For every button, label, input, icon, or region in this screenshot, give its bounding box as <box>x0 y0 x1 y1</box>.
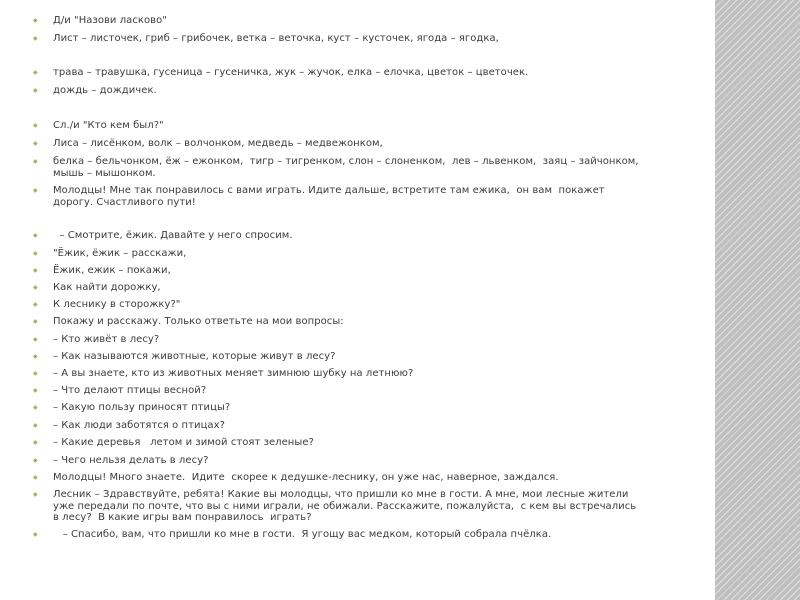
bullet-item <box>33 316 693 328</box>
bullet-item <box>33 529 693 541</box>
bullet-text: Молодцы! Много знаете. Идите скорее к дедушке-леснику, он уже нас, наверное, заждался. <box>53 472 559 483</box>
bullet-text: Лесник – Здравствуйте, ребята! Какие вы молодцы, что пришли ко мне в гости. А мне, мои лесные жители уже передали по почте, что вы с ними играли, не обижали. Расскажите, пожалуйста, с кем вы встречались в лесу? В какие игры вам понравилось играть? <box>53 489 637 524</box>
bullet-text: – Как люди заботятся о птицах? <box>53 420 225 431</box>
bullet-item <box>33 185 693 208</box>
bullet-item <box>33 67 693 79</box>
bullet-item <box>33 282 693 294</box>
bullet-diamond-icon: ◆ <box>33 232 38 239</box>
bullet-item <box>33 248 693 260</box>
bullet-text: Лист – листочек, гриб – грибочек, ветка – веточка, куст – кусточек, ягода – ягодка, <box>53 33 499 44</box>
bullet-item <box>33 368 693 380</box>
bullet-diamond-icon: ◆ <box>33 35 38 42</box>
bullet-text: – Как называются животные, которые живут в лесу? <box>53 351 336 362</box>
bullet-diamond-icon: ◆ <box>33 531 38 538</box>
bullet-diamond-icon: ◆ <box>33 404 38 411</box>
bullet-item <box>33 402 693 414</box>
bullet-text: трава – травушка, гусеница – гусеничка, жук – жучок, елка – елочка, цветок – цветочек. <box>53 67 529 78</box>
bullet-text: – Кто живёт в лесу? <box>53 334 160 345</box>
bullet-item <box>33 420 693 432</box>
bullet-item <box>33 437 693 449</box>
bullet-diamond-icon: ◆ <box>33 17 38 24</box>
bullet-text: – Спасибо, вам, что пришли ко мне в гости. Я угощу вас медком, который собрала пчёлка. <box>53 529 552 540</box>
bullet-item <box>33 85 693 97</box>
bullet-diamond-icon: ◆ <box>33 187 38 194</box>
bullet-diamond-icon: ◆ <box>33 301 38 308</box>
bullet-text: Молодцы! Мне так понравилось с вами играть. Идите дальше, встретите там ежика, он вам покажет дорогу. Счастливого пути! <box>53 185 605 208</box>
bullet-text: – А вы знаете, кто из животных меняет зимнюю шубку на летнюю? <box>53 368 414 379</box>
bullet-item <box>33 334 693 346</box>
bullet-diamond-icon: ◆ <box>33 267 38 274</box>
decorative-stripe-panel <box>715 0 800 600</box>
bullet-text: – Какую пользу приносят птицы? <box>53 402 231 413</box>
bullet-text: – Чего нельзя делать в лесу? <box>53 455 209 466</box>
bullet-diamond-icon: ◆ <box>33 370 38 377</box>
bullet-text: Лиса – лисёнком, волк – волчонком, медведь – медвежонком, <box>53 138 383 149</box>
bullet-text: Сл./и "Кто кем был?" <box>53 120 164 131</box>
bullet-item <box>33 351 693 363</box>
bullet-diamond-icon: ◆ <box>33 422 38 429</box>
bullet-diamond-icon: ◆ <box>33 318 38 325</box>
bullet-item <box>33 385 693 397</box>
bullet-diamond-icon: ◆ <box>33 250 38 257</box>
bullet-diamond-icon: ◆ <box>33 491 38 498</box>
bullet-text: – Смотрите, ёжик. Давайте у него спросим. <box>53 230 293 241</box>
bullet-item <box>33 33 693 45</box>
bullet-diamond-icon: ◆ <box>33 122 38 129</box>
bullet-item <box>33 230 693 242</box>
bullet-text: "Ёжик, ёжик – расскажи, <box>53 248 187 259</box>
bullet-diamond-icon: ◆ <box>33 140 38 147</box>
bullet-diamond-icon: ◆ <box>33 387 38 394</box>
bullet-item <box>33 472 693 484</box>
bullet-item <box>33 138 693 150</box>
bullet-diamond-icon: ◆ <box>33 474 38 481</box>
bullet-diamond-icon: ◆ <box>33 457 38 464</box>
bullet-text: Как найти дорожку, <box>53 282 161 293</box>
bullet-text: – Что делают птицы весной? <box>53 385 207 396</box>
bullet-diamond-icon: ◆ <box>33 87 38 94</box>
bullet-item <box>33 15 693 27</box>
bullet-diamond-icon: ◆ <box>33 439 38 446</box>
bullet-diamond-icon: ◆ <box>33 353 38 360</box>
bullet-text: – Какие деревья летом и зимой стоят зеленые? <box>53 437 314 448</box>
bullet-item <box>33 120 693 132</box>
bullet-text: дождь – дождичек. <box>53 85 157 96</box>
bullet-item <box>33 455 693 467</box>
bullet-diamond-icon: ◆ <box>33 336 38 343</box>
bullet-diamond-icon: ◆ <box>33 284 38 291</box>
bullet-item <box>33 489 693 524</box>
bullet-text: белка – бельчонком, ёж – ежонком, тигр – тигренком, слон – слоненком, лев – львенком, заяц – зайчонком, мышь – мышонком. <box>53 156 639 179</box>
bullet-text: Покажу и расскажу. Только ответьте на мои вопросы: <box>53 316 344 327</box>
bullet-text: Ёжик, ежик – покажи, <box>53 265 171 276</box>
bullet-item <box>33 156 693 179</box>
bullet-diamond-icon: ◆ <box>33 158 38 165</box>
bullet-text: К леснику в сторожку?" <box>53 299 181 310</box>
bullet-item <box>33 265 693 277</box>
bullet-text: Д/и "Назови ласково" <box>53 15 167 26</box>
bullet-item <box>33 299 693 311</box>
bullet-diamond-icon: ◆ <box>33 69 38 76</box>
